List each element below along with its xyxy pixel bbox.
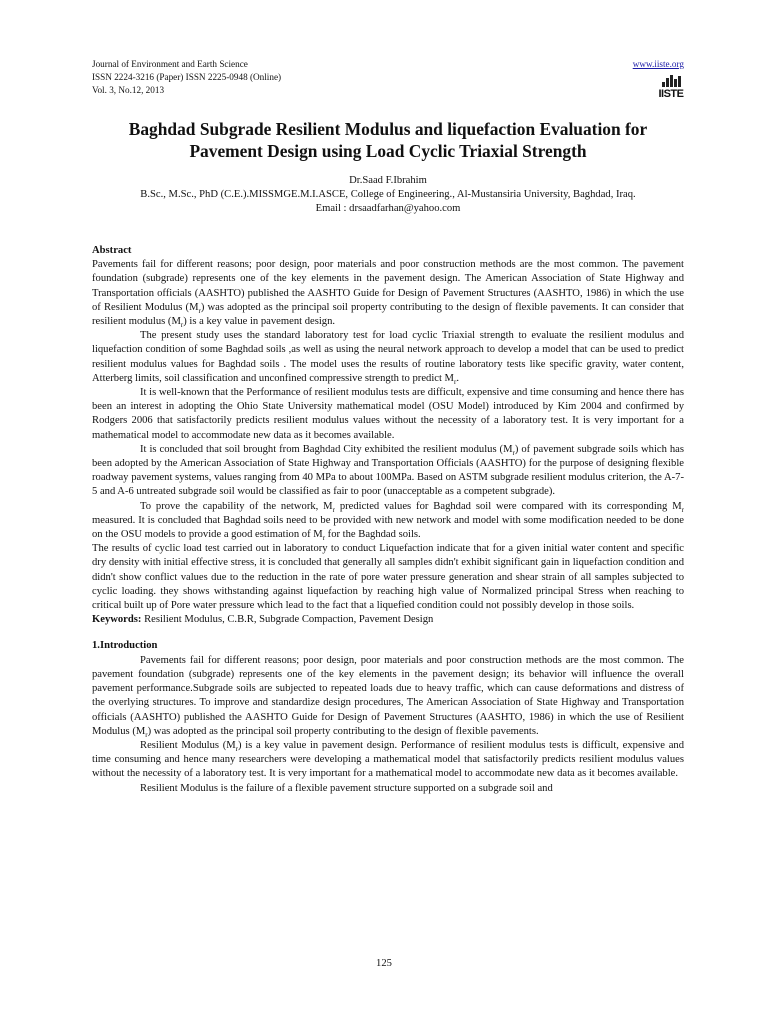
author-email: Email : drsaadfarhan@yahoo.com — [315, 203, 461, 215]
author-name: Dr.Saad F.Ibrahim — [349, 175, 427, 186]
abstract-heading: Abstract — [92, 245, 132, 256]
abstract-paragraph-5: To prove the capability of the network, $M_r$ predicted values for Baghdad soil were compared with its corresponding $M_r$ measured. It is concluded that Baghdad soils need to be provided with new network and model with some modification needed to be done on the OSU models to provide a good estimation of $M_r$ for the Baghdad soils. — [92, 500, 684, 543]
journal-header — [92, 58, 684, 106]
introduction-heading: 1.Introduction — [92, 640, 158, 652]
intro-paragraph-2: Resilient Modulus $(M_r)$ is a key value in pavement design. Performance of resilient modulus tests is difficult, expensive and time consuming and hence many researchers were developing a mathematical model that satisfactorily predicts resilient modulus values without the necessity of a laboratory test. It is very important for a mathematical model to accommodate new data as it becomes available. — [92, 739, 684, 780]
issn-line: ISSN 2224-3216 (Paper) ISSN 2225-0948 (Online) — [92, 72, 282, 82]
journal-info — [92, 58, 281, 97]
logo-text: IISTE — [658, 88, 684, 100]
keywords-list: Resilient Modulus, C.B.R, Subgrade Compaction, Pavement Design — [141, 614, 434, 626]
paper-body — [92, 244, 684, 796]
keywords-label: Keywords: — [92, 614, 142, 626]
keywords-line — [92, 613, 684, 627]
abstract-paragraph-1: Pavements fail for different reasons; poor design, poor materials and poor construction methods are the most common. The pavement foundation (subgrade) represents one of the key elements in the pavement design. The American Association of State Highway and Transportation officials (AASHTO) published the AASHTO Guide for Design of Pavement Structures (AASHTO, 1986) in which the use of Resilient Modulus $(M_r)$ was adopted as the principal soil property contributing to the design of flexible pavements. It can consider that resilient modulus $(M_r)$ is a key value in pavement design. — [92, 259, 684, 330]
journal-name: Journal of Environment and Earth Science — [92, 59, 248, 69]
paper-title: Baghdad Subgrade Resilient Modulus and liquefaction Evaluation for Pavement Design using Load Cyclic Triaxial Strength — [128, 119, 648, 161]
page-number: 125 — [376, 958, 392, 969]
logo-bars-icon — [658, 75, 684, 87]
author-affiliation: B.Sc., M.Sc., PhD (C.E.).MISSMGE.M.I.ASCE, College of Engineering., Al-Mustansiria University, Baghdad, Iraq. — [140, 189, 636, 201]
journal-branding — [614, 58, 684, 103]
iiste-logo — [658, 75, 684, 103]
abstract-paragraph-6: The results of cyclic load test carried out in laboratory to conduct Liquefaction indicate that for a given initial water content and specific dry density with initial effective stress, it is concluded that generally all samples didn't exhibit significant gain in liquefaction condition and didn't show conflict values due to the reduction in the rate of pore water pressure generation and shear strain of all samples subjected to cyclic loading. they shows withstanding against liquefaction by reaching high value of Normalized principal Stress when reaching to critical built up of Pore water pressure which lead to the fact that a liquefied condition could not possibly develop in those soils. — [92, 543, 684, 612]
intro-paragraph-1: Pavements fail for different reasons; poor design, poor materials and poor construction methods are the most common. The pavement foundation (subgrade) represents one of the key elements in the pavement design; its behavior will influence the overall pavement performance.Subgrade soils are subjected to repeated loads due to heavy traffic, which can cause deformations and distress of the overlying structures. To improve and standardize design procedures, The American Association of State Highway and Transportation officials (AASHTO) published the AASHTO Guide for Design of Pavement Structures (AASHTO, 1986) in which the use of Resilient Modulus $(M_r)$ was adopted as the principal soil property contributing to the design of flexible pavements. — [92, 654, 684, 739]
abstract-paragraph-2: The present study uses the standard laboratory test for load cyclic Triaxial strength to evaluate the resilient modulus and liquefaction condition of some Baghdad soils ,as well as using the neural network approach to develop a model that can be used to predict resilient modulus values for Baghdad soils . The model uses the results of routine laboratory tests like specific gravity, water content, Atterberg limits, soil classification and unconfined compressive strength to predict $M_r$. — [92, 330, 684, 386]
abstract-paragraph-3: It is well-known that the Performance of resilient modulus tests are difficult, expensive and time consuming and hence there has been an interest in adopting the Ohio State University mathematical model (OSU Model) introduced by Kim 2004 and confirmed by Rodgers 2006 that satisfactorily predicts resilient modulus values without the necessity of a laboratory test. It is very important for a mathematical model to accommodate new data as it becomes available. — [92, 387, 684, 441]
author-block — [92, 174, 684, 217]
abstract-paragraph-4: It is concluded that soil brought from Baghdad City exhibited the resilient modulus $(M_r)$ of pavement subgrade soils which has been adopted by the American Association of State Highway and Transportation Officials (AASHTO) for the purpose of designing flexible roadway pavement systems, values ranging from 40 MPa to about 100MPa. Based on ASTM subgrade resilient modulus criterion, the A-7-5 and A-6 untreated subgrade soil would be classified as fair to poor (unacceptable as a competent subgrade). — [92, 443, 685, 498]
volume-line: Vol. 3, No.12, 2013 — [92, 85, 165, 95]
journal-url-link[interactable]: www.iiste.org — [632, 59, 684, 69]
intro-paragraph-3: Resilient Modulus is the failure of a flexible pavement structure supported on a subgrade soil and — [140, 782, 553, 794]
